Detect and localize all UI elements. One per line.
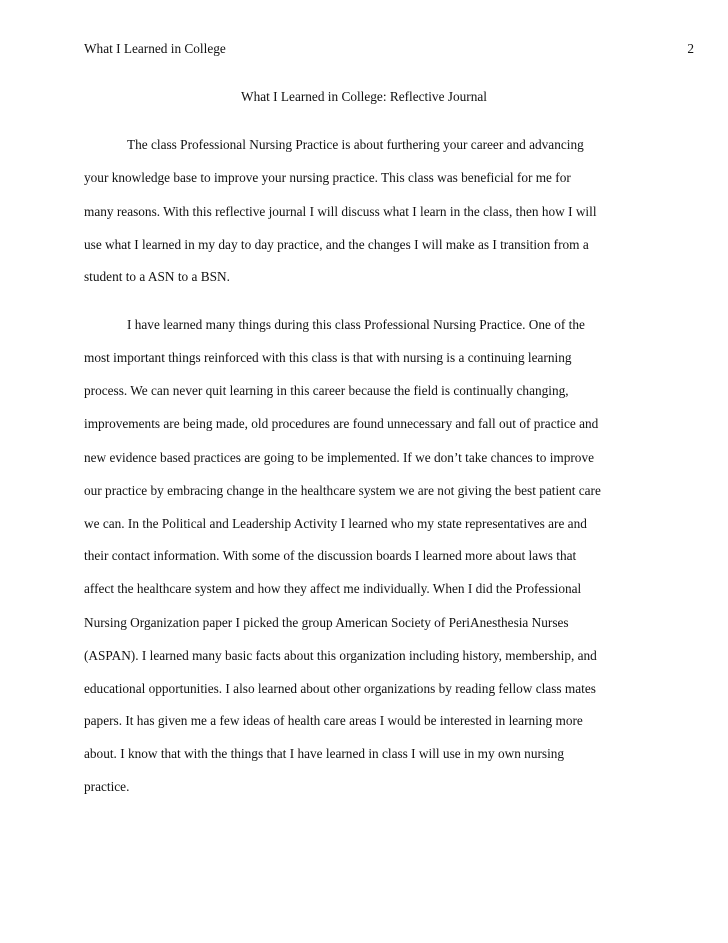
- page-number: 2: [687, 41, 694, 56]
- paragraph-2-line-14: about. I know that with the things that I have learned in class I will use in my own nursing: [84, 746, 565, 761]
- paragraph-2-line-5: new evidence based practices are going to be implemented. If we don’t take chances to improve: [84, 450, 595, 465]
- paragraph-2-line-7: we can. In the Political and Leadership Activity I learned who my state representatives are and: [84, 516, 587, 531]
- running-head: What I Learned in College: [84, 41, 226, 56]
- page-title: What I Learned in College: Reflective Journal: [241, 89, 487, 104]
- paragraph-2-line-13: papers. It has given me a few ideas of health care areas I would be interested in learning more: [84, 713, 583, 728]
- paragraph-2-line-10: Nursing Organization paper I picked the group American Society of PeriAnesthesia Nurses: [84, 615, 569, 630]
- paragraph-2-line-8: their contact information. With some of the discussion boards I learned more about laws that: [84, 548, 577, 563]
- paragraph-2-line-9: affect the healthcare system and how they affect me individually. When I did the Professional: [84, 581, 582, 596]
- paragraph-2-line-12: educational opportunities. I also learned about other organizations by reading fellow class mates: [84, 681, 596, 696]
- paragraph-1-line-4: use what I learned in my day to day practice, and the changes I will make as I transition from a: [84, 237, 589, 252]
- paragraph-1-line-3: many reasons. With this reflective journal I will discuss what I learn in the class, then how I will: [84, 204, 597, 219]
- paragraph-1-line-1: The class Professional Nursing Practice is about furthering your career and advancing: [127, 137, 584, 152]
- paragraph-2-line-4: improvements are being made, old procedures are found unnecessary and fall out of practice and: [84, 416, 599, 431]
- paragraph-2-line-15: practice.: [84, 779, 130, 794]
- paragraph-1-line-5: student to a ASN to a BSN.: [84, 269, 230, 284]
- paragraph-2-line-3: process. We can never quit learning in this career because the field is continually changing,: [84, 383, 569, 398]
- paragraph-2-line-1: I have learned many things during this class Professional Nursing Practice. One of the: [127, 317, 585, 332]
- paragraph-1-line-2: your knowledge base to improve your nursing practice. This class was beneficial for me for: [84, 170, 571, 185]
- paragraph-2-line-6: our practice by embracing change in the healthcare system we are not giving the best patient care: [84, 483, 601, 498]
- paragraph-2-line-2: most important things reinforced with this class is that with nursing is a continuing learning: [84, 350, 572, 365]
- paragraph-2-line-11: (ASPAN). I learned many basic facts about this organization including history, membership, and: [84, 648, 597, 663]
